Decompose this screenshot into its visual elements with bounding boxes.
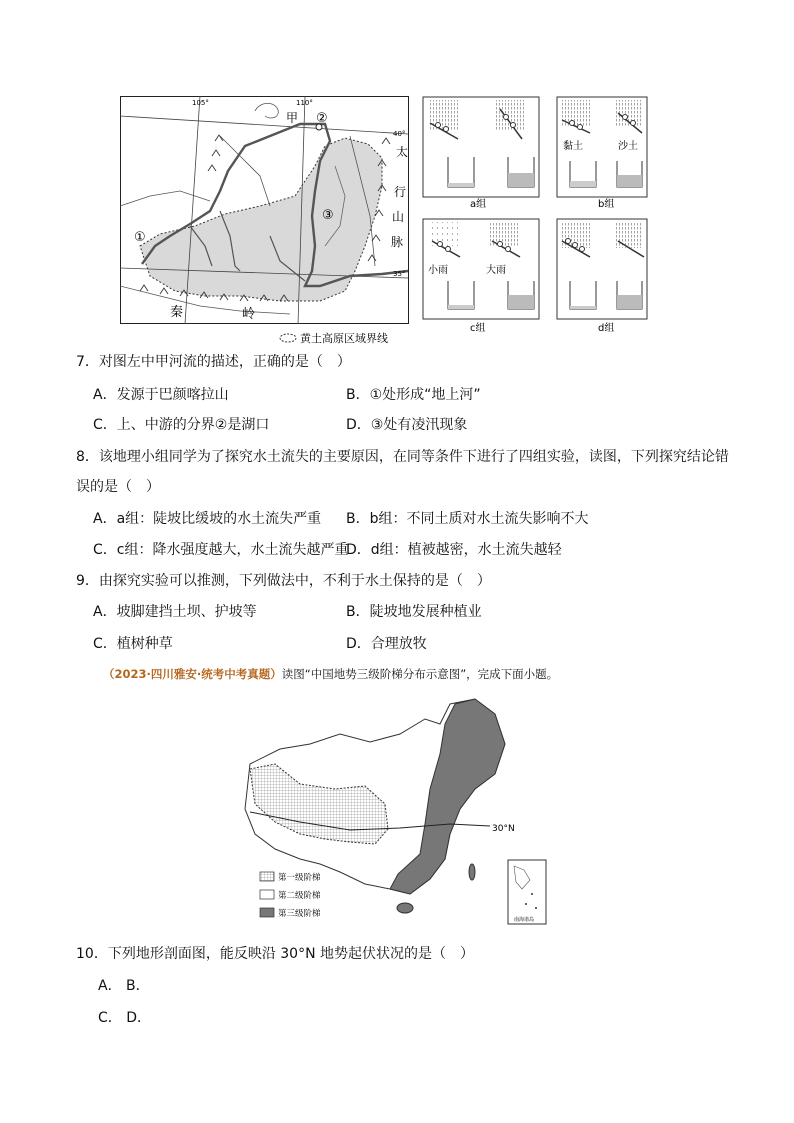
group-c-label: c组 xyxy=(470,323,486,334)
q8-option-b[interactable]: B．b组：不同土质对水土流失影响不大 xyxy=(346,511,589,527)
q8-stem-line2: 误的是（ ） xyxy=(76,479,160,495)
clay-label: 黏土 xyxy=(563,141,583,152)
q9-stem: 9．由探究实验可以推测，下列做法中，不利于水土保持的是（ ） xyxy=(76,573,491,589)
experiment-panels xyxy=(420,95,650,335)
taihang-char-2: 行 xyxy=(394,185,407,199)
taihang-char-4: 脉 xyxy=(391,235,404,249)
q8-option-a[interactable]: A．a组：陡坡比缓坡的水土流失严重 xyxy=(93,511,322,527)
q9-option-d[interactable]: D．合理放牧 xyxy=(346,636,427,652)
q10-options-row1[interactable]: A． B． xyxy=(98,978,150,994)
legend-step2: 第二级阶梯 xyxy=(278,891,321,901)
qinling-qin-label: 秦 xyxy=(170,305,184,320)
china-terrain-map xyxy=(240,694,550,928)
panel-d xyxy=(557,219,647,319)
q7-option-d[interactable]: D．③处有凌汛现象 xyxy=(346,417,468,433)
source-text: 读图“中国地势三级阶梯分布示意图”，完成下面小题。 xyxy=(281,667,559,681)
q7-option-b[interactable]: B．①处形成“地上河” xyxy=(346,387,481,403)
marker-2-label: ② xyxy=(316,111,328,126)
q9-option-a[interactable]: A．坡脚建挡土坝、护坡等 xyxy=(93,604,257,620)
longitude-110-label: 110° xyxy=(296,99,313,107)
marker-1-label: ① xyxy=(134,230,146,245)
q10-options-row2[interactable]: C． D． xyxy=(98,1010,152,1026)
q7-stem: 7．对图左中甲河流的描述，正确的是（ ） xyxy=(76,354,351,370)
taihang-char-3: 山 xyxy=(392,210,405,224)
heavy-rain-label: 大雨 xyxy=(486,265,506,276)
taihang-char-1: 太 xyxy=(396,145,409,159)
boundary-legend-label: 黄土高原区域界线 xyxy=(300,332,388,345)
group-b-label: b组 xyxy=(598,199,615,210)
q7-option-c[interactable]: C．上、中游的分界②是湖口 xyxy=(93,417,270,433)
marker-3-label: ③ xyxy=(322,208,334,223)
legend-step3: 第三级阶梯 xyxy=(278,909,321,919)
q8-stem-line1: 8．该地理小组同学为了探究水土流失的主要原因，在同等条件下进行了四组实验，读图，下列探究结论错 xyxy=(76,449,729,465)
q7-option-a[interactable]: A．发源于巴颜喀拉山 xyxy=(93,387,229,403)
qinling-ling-label: 岭 xyxy=(242,307,256,322)
river-jia-label: 甲 xyxy=(286,111,299,125)
light-rain-label: 小雨 xyxy=(428,265,448,276)
latitude-35-label: 35° xyxy=(393,270,406,278)
inset-label: 南海诸岛 xyxy=(514,917,535,923)
longitude-105-label: 105° xyxy=(192,99,209,107)
q9-option-c[interactable]: C．植树种草 xyxy=(93,636,173,652)
source-tag: （2023·四川雅安·统考中考真题） xyxy=(103,667,282,681)
q9-option-b[interactable]: B．陡坡地发展种植业 xyxy=(346,604,482,620)
group-d-label: d组 xyxy=(598,323,615,334)
latitude-40-label: 40° xyxy=(393,130,406,138)
q8-option-c[interactable]: C．c组：降水强度越大，水土流失越严重 xyxy=(93,542,349,558)
sand-label: 沙土 xyxy=(618,141,638,152)
q8-option-d[interactable]: D．d组：植被越密，水土流失越轻 xyxy=(346,542,562,558)
legend-step1: 第一级阶梯 xyxy=(278,873,321,883)
lat-30n-label: 30°N xyxy=(492,824,515,834)
q10-stem: 10．下列地形剖面图，能反映沿 30°N 地势起伏状况的是（ ） xyxy=(76,946,475,962)
panel-a xyxy=(423,97,539,197)
group-a-label: a组 xyxy=(470,199,487,210)
loess-plateau-map xyxy=(120,96,412,348)
source-line xyxy=(103,666,558,682)
